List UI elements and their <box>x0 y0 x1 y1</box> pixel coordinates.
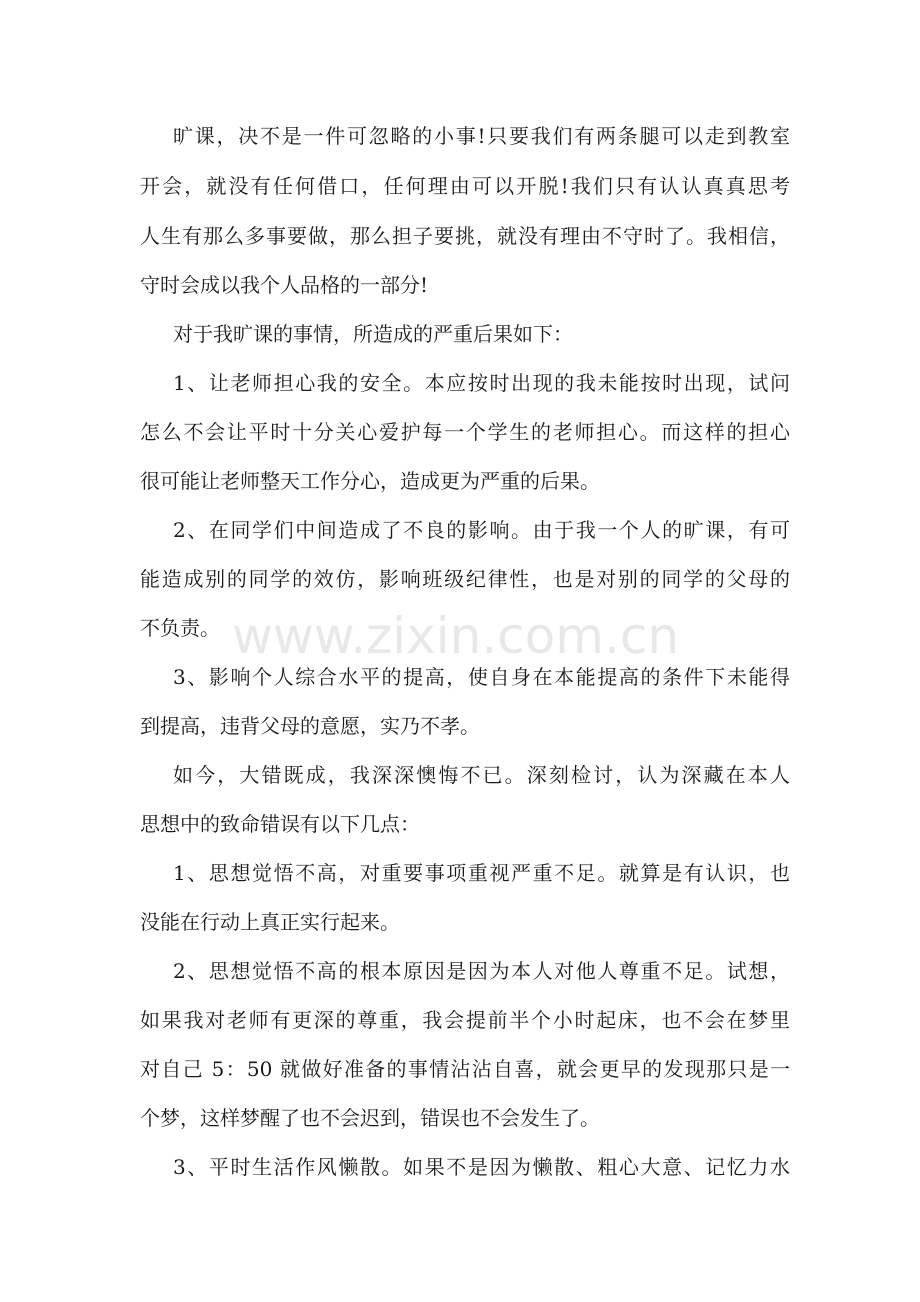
text-line: 3、平时生活作风懒散。如果不是因为懒散、粗心大意、记忆力水 <box>173 1155 790 1179</box>
text-line: 怎么不会让平时十分关心爱护每一个学生的老师担心。而这样的担心 <box>140 420 790 444</box>
text-line: 旷课，决不是一件可忽略的小事!只要我们有两条腿可以走到教室 <box>173 124 790 148</box>
text-line: 1、思想觉悟不高，对重要事项重视严重不足。就算是有认识，也 <box>173 861 790 885</box>
text-line: 个梦，这样梦醒了也不会迟到，错误也不会发生了。 <box>140 1106 600 1130</box>
text-line: 1、让老师担心我的安全。本应按时出现的我未能按时出现，试问 <box>173 371 790 395</box>
text-line: 人生有那么多事要做，那么担子要挑，就没有理由不守时了。我相信， <box>140 224 790 248</box>
text-line: 2、思想觉悟不高的根本原因是因为本人对他人尊重不足。试想， <box>173 959 790 983</box>
text-line: 能造成别的同学的效仿，影响班级纪律性，也是对别的同学的父母的 <box>140 567 790 591</box>
text-line: 2、在同学们中间造成了不良的影响。由于我一个人的旷课，有可 <box>173 518 790 542</box>
text-line: 很可能让老师整天工作分心，造成更为严重的后果。 <box>140 469 600 493</box>
text-line: 开会，就没有任何借口，任何理由可以开脱!我们只有认认真真思考 <box>140 174 790 198</box>
text-line: 如果我对老师有更深的尊重，我会提前半个小时起床，也不会在梦里 <box>140 1008 790 1032</box>
text-line: 对自己 5：50 就做好准备的事情沾沾自喜，就会更早的发现那只是一 <box>140 1057 790 1081</box>
text-line: 对于我旷课的事情，所造成的严重后果如下： <box>173 322 573 346</box>
text-line: 3、影响个人综合水平的提高，使自身在本能提高的条件下未能得 <box>173 665 790 689</box>
text-line: 到提高，违背父母的意愿，实乃不孝。 <box>140 714 480 738</box>
text-line: 没能在行动上真正实行起来。 <box>140 910 400 934</box>
text-line: 思想中的致命错误有以下几点： <box>140 812 420 836</box>
text-line: 如今，大错既成，我深深懊悔不已。深刻检讨，认为深藏在本人 <box>173 763 790 787</box>
text-line: 不负责。 <box>140 616 220 640</box>
text-line: 守时会成以我个人品格的一部分! <box>140 273 429 297</box>
watermark: www.zixin.com.cn <box>232 607 680 665</box>
